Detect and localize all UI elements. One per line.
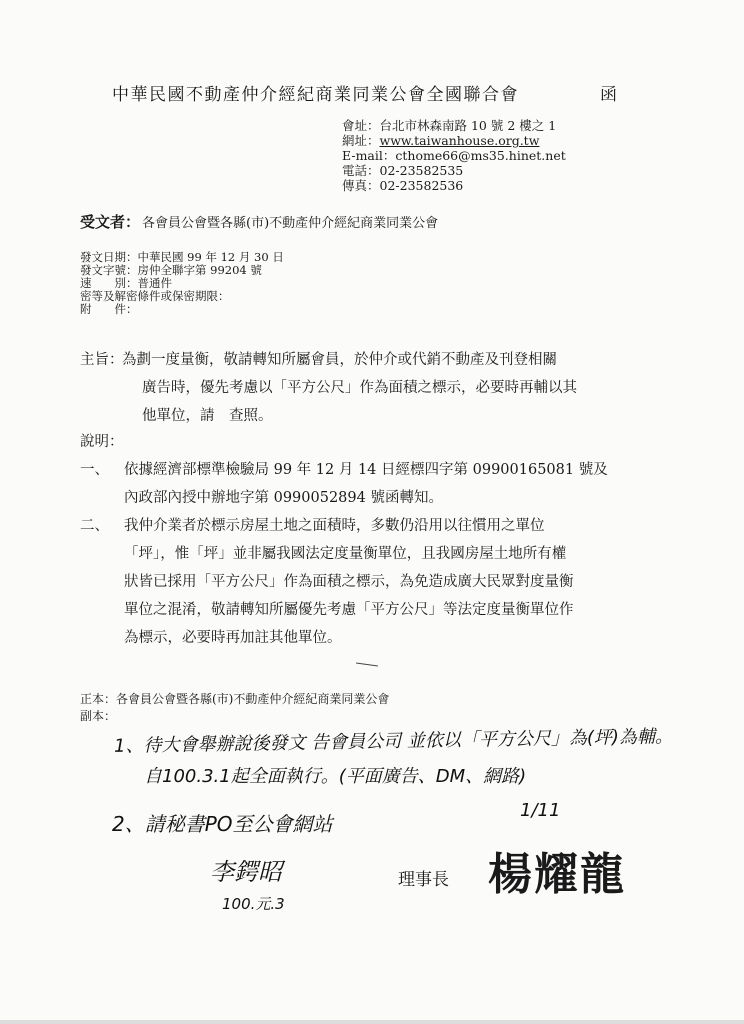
document-type: 函 [600,85,617,105]
explanation-item-line: 單位之混淆，敬請轉知所屬優先考慮「平方公尺」等法定度量衡單位作 [124,602,574,618]
explanation-label: 說明： [80,434,124,450]
contact-address: 會址：台北市林森南路 10 號 2 樓之 1 [342,118,557,133]
delivery-speed: 速 別：普通件 [80,276,172,290]
signatory-title: 理事長 [398,870,449,890]
website-label: 網址： [342,133,380,148]
explanation-item-number: 二、 [80,518,109,534]
handwritten-initial: 1/11 [520,800,561,821]
handwritten-note-1-line-1: 1、待大會舉辦說後發文 告會員公司 並依以「平方公尺」為(坪)為輔。 [113,726,674,757]
scan-bottom-edge [0,1020,744,1024]
handwritten-signature: 李鍔昭 [210,858,282,886]
explanation-item-line: 我仲介業者於標示房屋土地之面積時，多數仍沿用以往慣用之單位 [124,518,545,534]
handwritten-sign-date: 100.元.3 [222,895,285,913]
document-number: 發文字號：房仲全聯字第 99204 號 [80,263,262,277]
contact-fax: 傳真：02-23582536 [342,178,464,193]
letterhead-title: 中華民國不動產仲介經紀商業同業公會全國聯合會 [112,85,519,105]
subject-line-3: 他單位，請 查照。 [142,408,273,424]
contact-phone: 電話：02-23582535 [342,163,464,178]
attachments: 附 件： [80,302,138,316]
cc-copy: 副本： [80,709,117,723]
main-recipient-copy: 正本：各會員公會暨各縣(市)不動產仲介經紀商業同業公會 [80,692,390,706]
handwritten-note-1-line-2: 自100.3.1起全面執行。(平面廣告、DM、網路) [144,766,527,787]
stray-pen-mark [356,662,378,666]
subject-label: 主旨： [80,352,124,368]
explanation-item-line: 狀皆已採用「平方公尺」作為面積之標示，為免造成廣大民眾對度量衡 [124,574,574,590]
contact-website-row [342,133,539,148]
website-link[interactable]: www.taiwanhouse.org.tw [379,133,540,148]
security-level: 密等及解密條件或保密期限： [80,289,230,303]
contact-email: E-mail：cthome66@ms35.hinet.net [342,148,566,163]
explanation-item-line: 為標示，必要時再加註其他單位。 [124,630,342,646]
recipient-label: 受文者： [80,213,141,231]
subject-line-1: 為劃一度量衡，敬請轉知所屬會員，於仲介或代銷不動產及刊登相關 [122,352,557,368]
signatory-name: 楊耀龍 [488,849,626,900]
handwritten-note-2: 2、請秘書PO至公會網站 [112,812,333,836]
recipient-value: 各會員公會暨各縣(市)不動產仲介經紀商業同業公會 [142,216,439,231]
subject-line-2: 廣告時，優先考慮以「平方公尺」作為面積之標示，必要時再輔以其 [142,380,577,396]
explanation-item-line: 「坪」，惟「坪」並非屬我國法定度量衡單位，且我國房屋土地所有權 [124,546,567,562]
explanation-item-line: 內政部內授中辦地字第 0990052894 號函轉知。 [124,490,443,506]
explanation-item-number: 一、 [80,462,109,478]
issue-date: 發文日期：中華民國 99 年 12 月 30 日 [80,250,284,264]
explanation-item-line: 依據經濟部標準檢驗局 99 年 12 月 14 日經標四字第 09900165081 號及 [124,462,608,478]
